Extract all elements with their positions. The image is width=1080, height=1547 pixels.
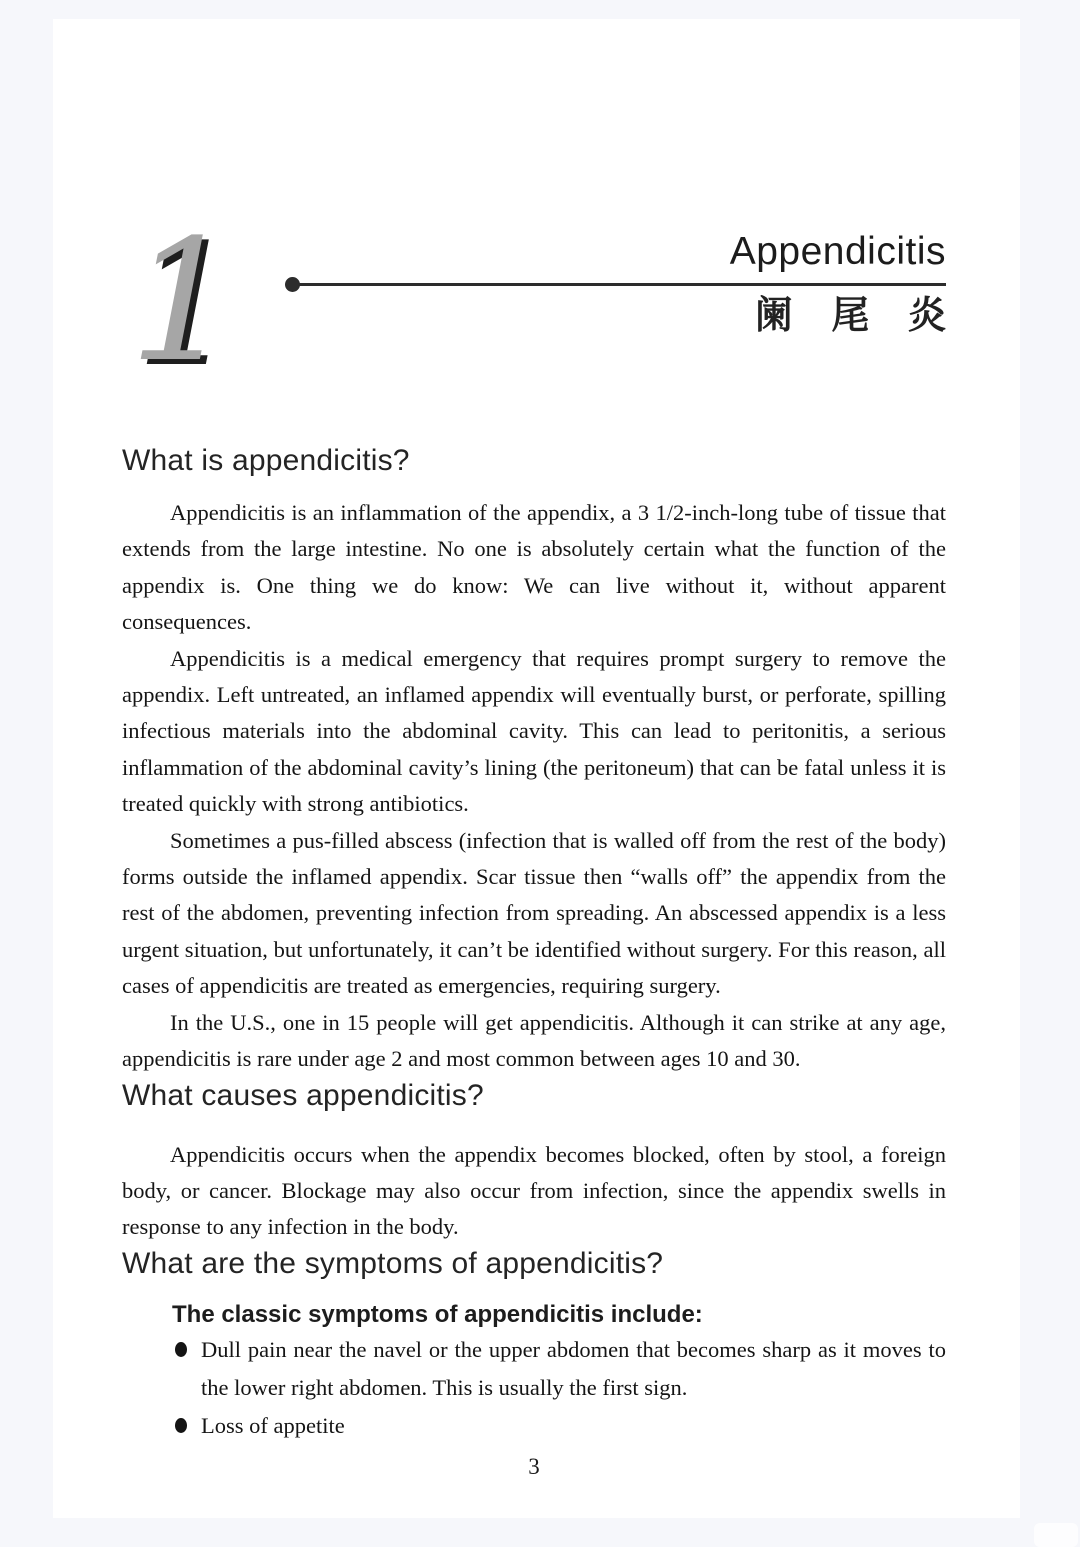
section-heading-causes: What causes appendicitis? xyxy=(122,1078,484,1112)
paragraph: In the U.S., one in 15 people will get appendicitis. Although it can strike at any age, appendicitis is rare under age 2 and most common between ages 10 and 30. xyxy=(122,1009,946,1072)
chapter-title-chinese: 阑 尾 炎 xyxy=(754,295,946,337)
page-number: 3 xyxy=(528,1453,540,1479)
rule-dot-icon xyxy=(285,277,300,292)
page-content xyxy=(122,443,946,1483)
chapter-title-english: Appendicitis xyxy=(729,230,946,273)
book-page xyxy=(53,19,1020,1518)
paragraph: Appendicitis is an inflammation of the appendix, a 3 1/2-inch-long tube of tissue that extends from the large intestine. No one is absolutely certain what the function of the appendix is. One thing we do know: We can live without it, without apparent consequences. xyxy=(122,500,946,635)
paragraph: Appendicitis is a medical emergency that requires prompt surgery to remove the appendix. Left untreated, an inflamed appendix will eventually burst, or perforate, spilling infectious materials into the abdominal cavity. This can lead to peritonitis, a serious inflammation of the abdominal cavity’s lining (the peritoneum) that can be fatal unless it is treated quickly with strong antibiotics. xyxy=(122,645,946,817)
header-rule xyxy=(296,283,946,286)
section-heading-what-is: What is appendicitis? xyxy=(122,444,410,477)
paragraph: Appendicitis occurs when the appendix becomes blocked, often by stool, a foreign body, or cancer. Blockage may also occur from infection, since the appendix swells in response to any infection in the body. xyxy=(122,1141,946,1240)
paragraph: Sometimes a pus-filled abscess (infection that is walled off from the rest of the body) forms outside the inflamed appendix. Scar tissue then “walls off” the appendix from the rest of the abdomen, preventing infection from spreading. An abscessed appendix is a less urgent situation, but unfortunately, it can’t be identified without surgery. For this reason, all cases of appendicitis are treated as emergencies, requiring surgery. xyxy=(122,827,946,999)
list-item xyxy=(122,1407,946,1445)
bullet-icon xyxy=(175,1342,187,1357)
list-item-text: Loss of appetite xyxy=(201,1412,345,1438)
section-heading-symptoms: What are the symptoms of appendicitis? xyxy=(122,1246,664,1280)
chapter-number: 1 xyxy=(129,203,236,399)
symptoms-list xyxy=(122,1331,946,1445)
corner-watermark xyxy=(1034,1523,1078,1547)
bullet-icon xyxy=(175,1418,187,1433)
list-item-text: Dull pain near the navel or the upper abdomen that becomes sharp as it moves to the lower right abdomen. This is usually the first sign. xyxy=(201,1336,946,1400)
symptoms-subheading: The classic symptoms of appendicitis include: xyxy=(172,1300,703,1328)
list-item xyxy=(122,1331,946,1407)
